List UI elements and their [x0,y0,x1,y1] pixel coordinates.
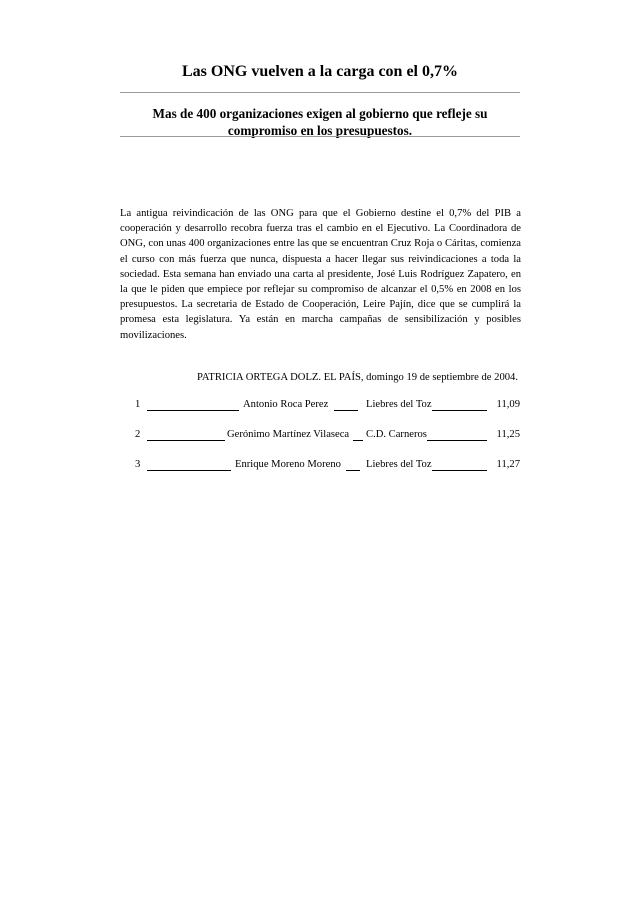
result-club: C.D. Carneros [366,429,427,440]
result-name: Enrique Moreno Moreno [235,459,341,470]
blank-line [147,410,239,411]
document-title: Las ONG vuelven a la carga con el 0,7% [182,63,458,80]
result-club: Liebres del Toz [366,399,432,410]
result-row [135,399,520,429]
article-byline: PATRICIA ORTEGA DOLZ. EL PAÍS, domingo 19 de septiembre de 2004. [197,372,518,383]
result-time: 11,25 [496,429,520,440]
result-name: Antonio Roca Perez [243,399,329,410]
blank-line [346,470,360,471]
result-name: Gerónimo Martínez Vilaseca [227,429,350,440]
result-position: 3 [135,459,141,470]
blank-line [432,410,487,411]
subtitle-divider [120,136,520,137]
blank-line [353,440,363,441]
result-position: 1 [135,399,141,410]
results-list [135,399,520,489]
blank-line [147,440,225,441]
result-time: 11,09 [496,399,520,410]
blank-line [427,440,487,441]
document-subtitle: Mas de 400 organizaciones exigen al gobierno que refleje su compromiso en los presupuestos. [152,106,488,138]
result-club: Liebres del Toz [366,459,432,470]
blank-line [147,470,231,471]
blank-line [334,410,358,411]
result-row [135,429,520,459]
article-body: La antigua reivindicación de las ONG para que el Gobierno destine el 0,7% del PIB a cooperación y desarrollo recobra fuerza tras el cambio en el Ejecutivo. La Coordinadora de ONG, con unas 400 organizaciones entre las que se encuentran Cruz Roja o Cáritas, comienza el curso con más fuerza que nunca, dispuesta a hacer llegar sus reivindicaciones a toda la sociedad. Esta semana han enviado una carta al presidente, José Luis Rodríguez Zapatero, en la que le piden que empiece por reflejar su compromiso de alcanzar el 0,5% en 2008 en los presupuestos. La secretaria de Estado de Cooperación, Leire Pajín, dice que se cumplirá la promesa esta legislatura. Ya están en marcha campañas de sensibilización y posibles movilizaciones. [120,208,521,341]
result-time: 11,27 [496,459,520,470]
result-row [135,459,520,489]
title-divider [120,92,520,93]
result-position: 2 [135,429,141,440]
blank-line [432,470,487,471]
